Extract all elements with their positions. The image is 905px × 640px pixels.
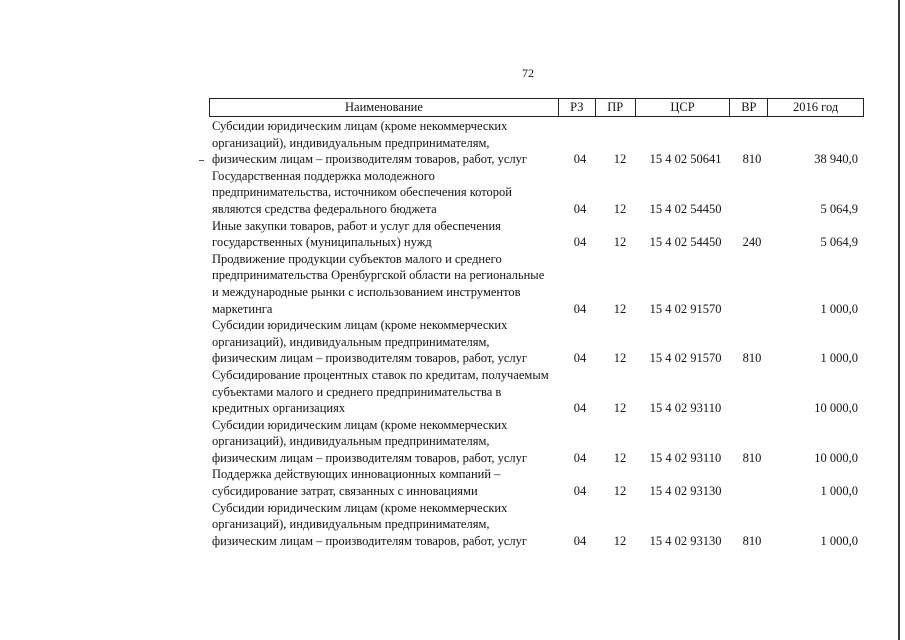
row-name — [212, 251, 557, 317]
row-rz: 04 — [573, 484, 587, 499]
header-year: 2016 год — [793, 100, 839, 114]
row-name-line: субсидирование затрат, связанных с инновациями — [212, 484, 478, 499]
row-name-line: Субсидии юридическим лицам (кроме некоммерческих — [212, 119, 508, 133]
row-name-line: физическим лицам – производителям товаров, работ, услуг — [212, 152, 528, 167]
row-csr: 15 4 02 93110 — [649, 450, 722, 465]
row-vr: 810 — [742, 533, 762, 548]
row-name-line: организаций), индивидуальным предпринимателям, — [212, 135, 490, 150]
row-sum: 1 000,0 — [820, 484, 858, 499]
row-name-line: организаций), индивидуальным предпринимателям, — [212, 517, 490, 532]
row-name-line: Государственная поддержка молодежного — [212, 168, 435, 183]
row-name-line: являются средства федерального бюджета — [212, 201, 437, 216]
header-name: Наименование — [210, 99, 559, 116]
row-rz: 04 — [573, 401, 587, 416]
row-sum: 10 000,0 — [814, 450, 858, 465]
row-sum: 10 000,0 — [814, 401, 858, 416]
table-row — [212, 466, 862, 499]
row-rz: 04 — [573, 201, 587, 216]
row-pr: 12 — [613, 152, 627, 167]
row-pr: 12 — [613, 351, 627, 366]
table-row — [212, 168, 862, 218]
row-name-line: Субсидии юридическим лицам (кроме некоммерческих — [212, 318, 508, 333]
header-rz: РЗ — [559, 99, 596, 116]
row-pr: 12 — [613, 450, 627, 465]
row-csr: 15 4 02 93130 — [649, 484, 722, 499]
row-name-line: Продвижение продукции субъектов малого и среднего — [212, 251, 502, 266]
table-row — [212, 317, 862, 367]
row-name-line: Поддержка действующих инновационных компаний – — [212, 467, 501, 482]
row-pr: 12 — [613, 484, 627, 499]
table-row — [212, 367, 862, 417]
row-name — [212, 317, 557, 367]
table-row — [212, 118, 862, 168]
row-name-line: предпринимательства, источником обеспечения которой — [212, 185, 512, 200]
row-name-line: Субсидии юридическим лицам (кроме некоммерческих — [212, 417, 508, 432]
row-csr: 15 4 02 50641 — [649, 152, 722, 167]
row-name — [212, 367, 557, 417]
row-name-line: организаций), индивидуальным предпринимателям, — [212, 434, 490, 449]
row-csr: 15 4 02 91570 — [649, 301, 722, 316]
row-rz: 04 — [573, 533, 587, 548]
row-name — [212, 168, 557, 218]
row-sum: 1 000,0 — [820, 301, 858, 316]
row-name — [212, 466, 557, 499]
scan-edge-line — [898, 0, 900, 640]
row-name — [212, 417, 557, 467]
row-pr: 12 — [613, 235, 627, 250]
table-body — [212, 118, 862, 549]
row-name-line: Субсидии юридическим лицам (кроме некоммерческих — [212, 500, 508, 515]
row-csr: 15 4 02 91570 — [649, 351, 722, 366]
header-pr: ПР — [596, 99, 636, 116]
row-name-line: субъектами малого и среднего предпринимательства в — [212, 384, 502, 399]
row-pr: 12 — [613, 533, 627, 548]
row-sum: 1 000,0 — [820, 533, 858, 548]
table-row — [212, 417, 862, 467]
row-name-line: Иные закупки товаров, работ и услуг для обеспечения — [212, 218, 501, 233]
row-name-line: маркетинга — [212, 301, 273, 316]
row-name — [212, 118, 557, 168]
row-name-line: кредитных организациях — [212, 401, 346, 416]
row-csr: 15 4 02 93130 — [649, 533, 722, 548]
row-vr: 810 — [742, 351, 762, 366]
scan-mark — [199, 160, 204, 161]
row-sum: 1 000,0 — [820, 351, 858, 366]
row-rz: 04 — [573, 235, 587, 250]
row-name-line: Субсидирование процентных ставок по кредитам, получаемым — [212, 367, 549, 382]
row-pr: 12 — [613, 201, 627, 216]
row-name-line: физическим лицам – производителям товаров, работ, услуг — [212, 351, 528, 366]
table-row — [212, 500, 862, 550]
page-number: 72 — [522, 66, 534, 80]
row-name-line: предпринимательства Оренбургской области на региональные — [212, 268, 545, 283]
row-sum: 38 940,0 — [814, 152, 858, 167]
row-name-line: государственных (муниципальных) нужд — [212, 235, 432, 250]
table-row — [212, 218, 862, 251]
row-vr: 810 — [742, 450, 762, 465]
row-rz: 04 — [573, 450, 587, 465]
row-csr: 15 4 02 54450 — [649, 235, 722, 250]
row-name-line: и международные рынки с использованием инструментов — [212, 284, 521, 299]
row-rz: 04 — [573, 152, 587, 167]
table-header — [209, 98, 864, 117]
row-csr: 15 4 02 54450 — [649, 201, 722, 216]
header-vr: ВР — [730, 99, 768, 116]
row-rz: 04 — [573, 301, 587, 316]
row-rz: 04 — [573, 351, 587, 366]
row-sum: 5 064,9 — [820, 235, 858, 250]
row-name-line: организаций), индивидуальным предпринимателям, — [212, 334, 490, 349]
row-name-line: физическим лицам – производителям товаров, работ, услуг — [212, 450, 528, 465]
row-name — [212, 500, 557, 550]
row-vr: 240 — [742, 235, 762, 250]
row-name-line: физическим лицам – производителям товаров, работ, услуг — [212, 533, 528, 548]
table-row — [212, 251, 862, 317]
row-pr: 12 — [613, 401, 627, 416]
row-vr: 810 — [742, 152, 762, 167]
row-sum: 5 064,9 — [820, 201, 858, 216]
header-csr: ЦСР — [636, 99, 731, 116]
row-name — [212, 218, 557, 251]
row-pr: 12 — [613, 301, 627, 316]
row-csr: 15 4 02 93110 — [649, 401, 722, 416]
